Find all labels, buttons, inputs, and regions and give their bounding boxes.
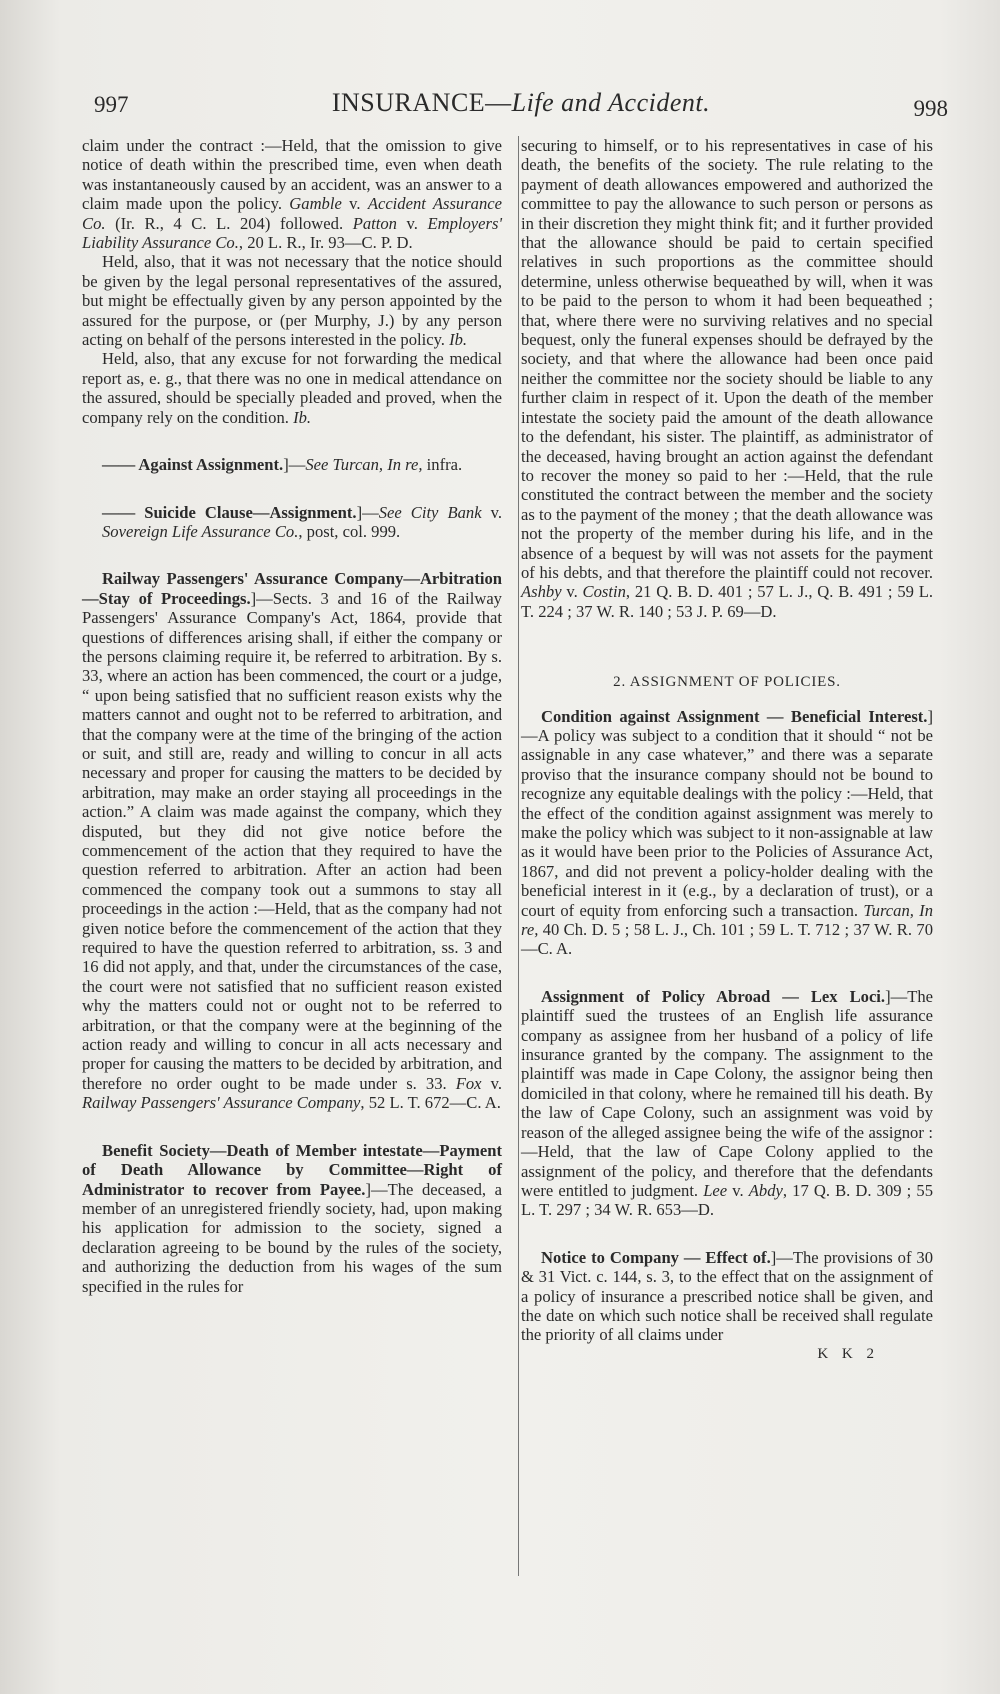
citation: , 17 Q. B. D. 309 ; 55 L. T. 297 ; 34 W. R. 653—D. — [521, 1180, 934, 1220]
case-name: Patton — [352, 213, 397, 233]
page-number-left: 997 — [94, 92, 129, 117]
case-name: Gamble — [289, 194, 342, 214]
body-text: ]—Sects. 3 and 16 of the Railway Passengers' Assurance Company's Act, 1864, provide that questions of differences arising shall, if either the company or the persons claiming require it, be referred to arbitration. By s. 33, where an action has been commenced, the court or a judge, “ upon being satisfied that no sufficient reason exists why the matters cannot and ought not to be referred to arbitration, and that the company were at the time of the bringing of the action or suit, and still are, ready and willing to concur in all acts necessary and proper for causing the matters to be decided by arbitration, may make an order staying all proceedings in the action.” A claim was made against the company, which they disputed, but they did not give notice before the commencement of the action that they required to have the question referred to arbitration. After an action had been commenced the company took out a summons to stay all proceedings in the action :—Held, that as the company had not given notice before the commencement of the action that they required to have the question referred to arbitration, ss. 3 and 16 did not apply, and that, under the circumstances of the case, the court were not satisfied that no sufficient reason existed why the matters could not or ought not to be referred to arbitration, or that the company were at the beginning of the action ready and willing to concur in all acts necessary and proper for causing the matters to be decided by arbitration, and therefore no order ought to be made under s. 33. — [82, 588, 502, 1093]
column-divider — [518, 136, 519, 1576]
citation: , 21 Q. B. D. 401 ; 57 L. J., Q. B. 491 ; 59 L. T. 224 ; 37 W. R. 140 ; 53 J. P. 69—D. — [521, 582, 934, 621]
paragraph — [521, 987, 933, 1220]
paragraph — [82, 569, 502, 1112]
case-name: Ashby — [521, 582, 562, 602]
cross-reference: See City Bank — [378, 502, 482, 522]
right-column — [521, 136, 933, 1364]
case-name: Abdy — [748, 1180, 783, 1200]
body-text: Held, also, that it was not necessary that the notice should be given by the legal personal representatives of the assured, but might be effectually given by any person appointed by the assured for the purpose, or (per Murphy, J.) by any person acting on behalf of the persons interested in the policy. — [82, 252, 502, 350]
paragraph — [82, 349, 502, 427]
body-text: ]—A policy was subject to a condition that it should “ not be assignable in any case whatever,” and there was a separate proviso that the insurance company should not be bound to recognize any equitable dealings with the policy :—Held, that the effect of the condition against assignment was merely to make the policy which was subject to it non-assignable at law as it would have been prior to the Policies of Assurance Act, 1867, and did not prevent a policy-holder dealing with the beneficial interest in it (e.g., by a declaration of trust), or a court of equity from enforcing such a transaction. — [521, 706, 933, 920]
paragraph — [521, 136, 933, 621]
citation: , 20 L. R., Ir. 93—C. P. D. — [238, 233, 413, 253]
paragraph — [521, 1248, 933, 1345]
body-text: v. — [341, 194, 368, 214]
body-text: ]—The deceased, a member of an unregistered friendly society, had, upon making his application for admission to the society, signed a declaration agreeing to be bound by the rules of the society, and authorizing the deduction from his wages of the sum specified in the rules for — [82, 1179, 502, 1296]
entry-heading: Benefit Society—Death of Member intestate—Payment of Death Allowance by Committee—Right of Administrator to recover from Payee. — [82, 1140, 502, 1199]
entry-heading: Assignment of Policy Abroad — Lex Loci. — [541, 986, 886, 1006]
case-name: Railway Passengers' Assurance Company — [82, 1093, 361, 1113]
entry-heading: Condition against Assignment — Beneficial Interest. — [541, 706, 928, 726]
body-text: v. — [481, 1073, 502, 1093]
running-title-main: INSURANCE— — [331, 88, 512, 117]
entry-heading: —— Against Assignment. — [102, 455, 284, 475]
body-text: v. — [561, 582, 583, 602]
paragraph — [82, 455, 502, 474]
body-text: securing to himself, or to his representatives in case of his death, the benefits of the society. The rule relating to the payment of death allowances empowered and authorized the committee to pay the allowance to such person or persons as in their discretion they might think fit; and it further provided that the allowance should be paid to certain specified relatives in such proportions as the committee should determine, unless otherwise bequeathed by will, when it was to be paid to the person to whom it had been bequeathed ; that, where there were no surviving relatives and no special bequest, only the funeral expenses should be defrayed by the society, and that where the allowance had been once paid neither the committee nor the society should be liable to any further claim in respect of it. Upon the death of the member intestate the society paid the amount of the death allowance to the defendant, his sister. The plaintiff, as administrator of the deceased, having brought an action against the defendant to recover the money so paid to her :—Held, that the rule constituted the contract between the member and the society as to the payment of the money ; that the death allowance was not the property of the member during his life, and in the absence of a bequest by will was not assets for the payment of his debts, and that therefore the plaintiff could not recover. — [521, 136, 933, 582]
case-name: Fox — [455, 1073, 482, 1093]
running-title — [94, 88, 948, 118]
paragraph — [82, 136, 502, 252]
signature-mark: K K 2 — [817, 1345, 879, 1362]
paragraph — [82, 503, 502, 542]
case-name: Turcan, In re, — [521, 900, 934, 940]
body-text: infra. — [422, 455, 463, 475]
case-name: Accident Assurance Co. — [82, 194, 502, 233]
entry-heading: Notice to Company — Effect of. — [541, 1247, 771, 1267]
citation: 40 Ch. D. 5 ; 58 L. J., Ch. 101 ; 59 L. T. 712 ; 37 W. R. 70—C. A. — [521, 920, 933, 959]
body-text: v. — [727, 1180, 749, 1200]
citation-ibid: Ib. — [449, 330, 468, 350]
cross-reference: See Turcan, In re, — [305, 455, 423, 475]
paragraph — [82, 1141, 502, 1296]
paragraph — [82, 252, 502, 349]
citation: , 52 L. T. 672—C. A. — [360, 1093, 501, 1113]
citation-ibid: Ib. — [293, 407, 312, 427]
body-text: ]—The plaintiff sued the trustees of an English life assurance company as assignee from her husband of a policy of life insurance granted by the company. The assignment to the plaintiff was made in Cape Colony, the assignor being then domiciled in that colony, where he remained till his death. By the law of Cape Colony, such an assignment was void by reason of the alleged assignee being the wife of the assignor :—Held, that the law of Cape Colony applied to the assignment of the policy, and therefore that the defendants were entitled to judgment. — [521, 986, 933, 1200]
page-number-right: 998 — [913, 96, 948, 121]
left-column — [82, 136, 502, 1296]
section-heading: 2. ASSIGNMENT OF POLICIES. — [613, 674, 841, 691]
citation: (Ir. R., 4 C. L. 204) followed. — [105, 213, 353, 233]
body-text: , post, col. 999. — [298, 521, 401, 541]
page-header — [94, 88, 948, 128]
case-name: Sovereign Life Assurance Co. — [102, 521, 299, 541]
running-title-italic: Life and Accident. — [511, 88, 711, 117]
body-text: v. — [481, 502, 502, 522]
paragraph — [521, 707, 933, 959]
body-text: v. — [396, 213, 428, 233]
case-name: Costin — [582, 582, 626, 602]
entry-heading: —— Suicide Clause—Assignment. — [102, 502, 357, 522]
case-name: Employers' Liability Assurance Co. — [82, 213, 502, 253]
body-text: Held, also, that any excuse for not forwarding the medical report as, e. g., that there was no one in medical attendance on the assured, should be specially pleaded and proved, when the company rely on the condition. — [82, 349, 502, 427]
body-text: ]— — [283, 455, 306, 475]
entry-heading: Railway Passengers' Assurance Company—Arbitration—Stay of Proceedings. — [82, 569, 502, 608]
body-text: ]— — [356, 502, 379, 522]
body-text: ]—The provisions of 30 & 31 Vict. c. 144, s. 3, to the effect that on the assignment of a policy of insurance a prescribed notice shall be given, and the date on which such notice shall be received shall regulate the priority of all claims under — [521, 1247, 933, 1345]
body-text: claim under the contract :—Held, that the omission to give notice of death within the prescribed time, even when death was instantaneously caused by an accident, was an answer to a claim made upon the policy. — [82, 136, 502, 214]
case-name: Lee — [703, 1180, 728, 1200]
